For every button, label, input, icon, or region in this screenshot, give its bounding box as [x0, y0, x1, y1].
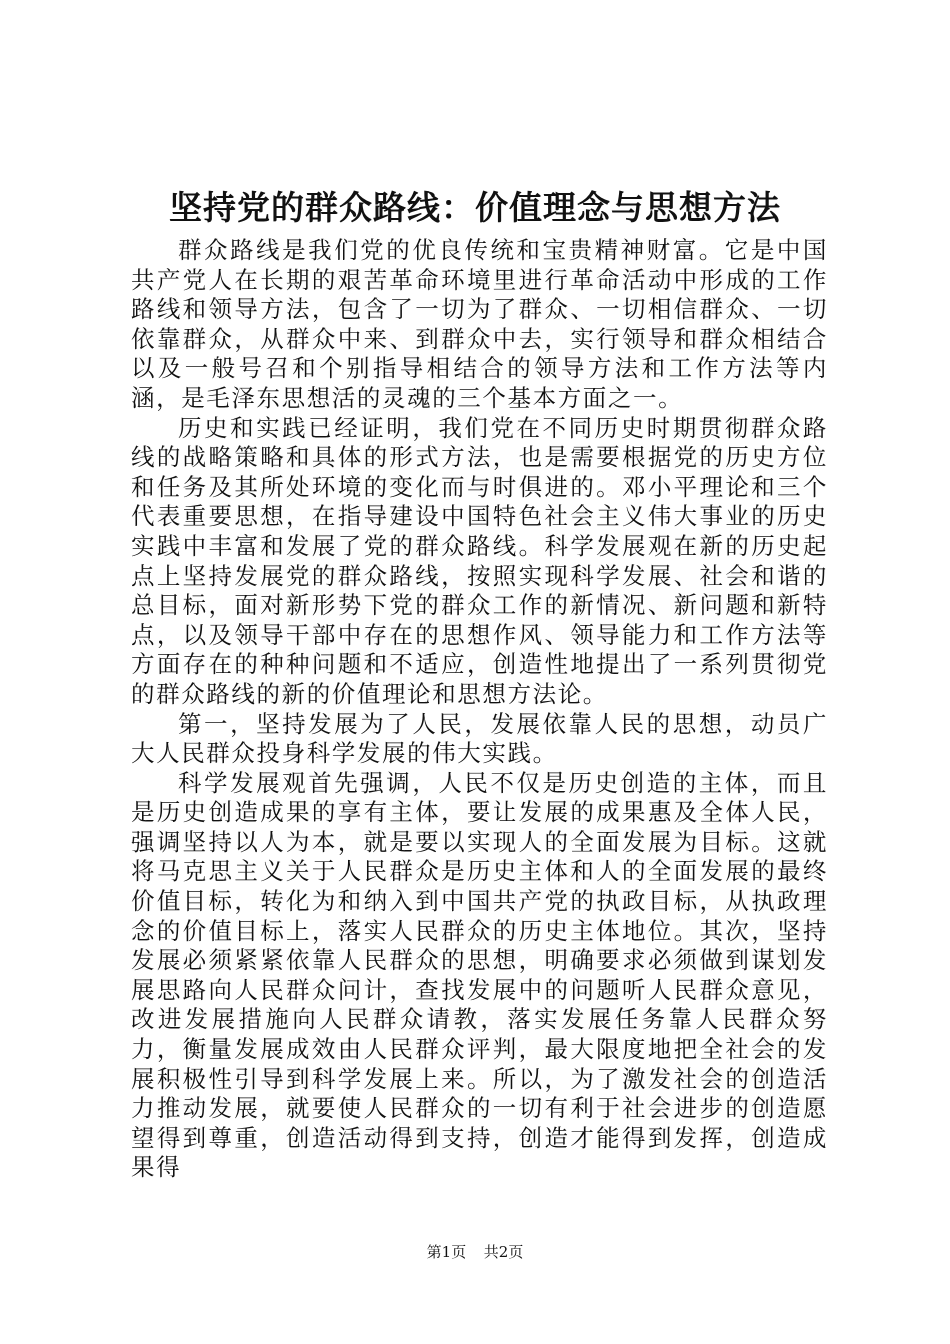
paragraph: 历史和实践已经证明，我们党在不同历史时期贯彻群众路线的战略策略和具体的形式方法，也是需要根据党的历史方位和任务及其所处环境的变化而与时俱进的。邓小平理论和三个代表重要思想，在指导建设中国特色社会主义伟大事业的历史实践中丰富和发展了党的群众路线。科学发展观在新的历史起点上坚持发展党的群众路线，按照实现科学发展、社会和谐的总目标，面对新形势下党的群众工作的新情况、新问题和新特点，以及领导干部中存在的思想作风、领导能力和工作方法等方面存在的种种问题和不适应，创造性地提出了一系列贯彻党的群众路线的新的价值理论和思想方法论。 — [131, 413, 828, 708]
page-title: 坚持党的群众路线：价值理念与思想方法 — [169, 188, 781, 227]
page-number: 第1页 — [426, 1243, 467, 1261]
paragraph: 科学发展观首先强调，人民不仅是历史创造的主体，而且是历史创造成果的享有主体，要让发展的成果惠及全体人民，强调坚持以人为本，就是要以实现人的全面发展为目标。这就将马克思主义关于人民群众是历史主体和人的全面发展的最终价值目标，转化为和纳入到中国共产党的执政目标，从执政理念的价值目标上，落实人民群众的历史主体地位。其次，坚持发展必须紧紧依靠人民群众的思想，明确要求必须做到谋划发展思路向人民群众问计，查找发展中的问题听人民群众意见，改进发展措施向人民群众请教，落实发展任务靠人民群众努力，衡量发展成效由人民群众评判，最大限度地把全社会的发展积极性引导到科学发展上来。所以，为了激发社会的创造活力推动发展，就要使人民群众的一切有利于社会进步的创造愿望得到尊重，创造活动得到支持，创造才能得到发挥，创造成果得 — [131, 768, 828, 1182]
page-footer — [0, 1242, 950, 1262]
page-total: 共2页 — [483, 1243, 524, 1261]
paragraph: 群众路线是我们党的优良传统和宝贵精神财富。它是中国共产党人在长期的艰苦革命环境里进行革命活动中形成的工作路线和领导方法，包含了一切为了群众、一切相信群众、一切依靠群众，从群众中来、到群众中去，实行领导和群众相结合以及一般号召和个别指导相结合的领导方法和工作方法等内涵，是毛泽东思想活的灵魂的三个基本方面之一。 — [131, 236, 828, 412]
paragraph: 第一，坚持发展为了人民，发展依靠人民的思想，动员广大人民群众投身科学发展的伟大实践。 — [131, 709, 828, 768]
document-body — [131, 236, 828, 1183]
